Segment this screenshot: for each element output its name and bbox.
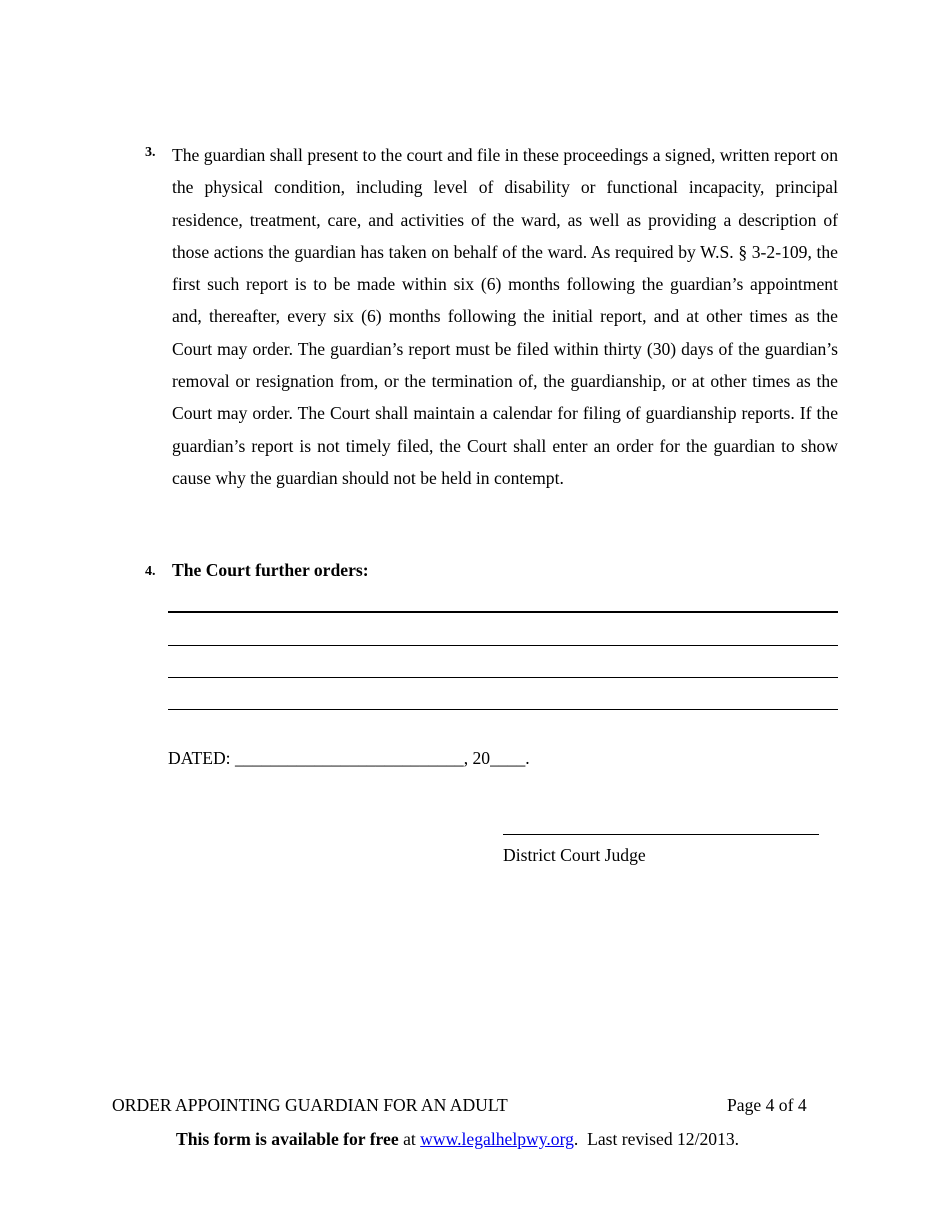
year-blank[interactable]: ____ (490, 748, 526, 768)
judge-signature-label: District Court Judge (503, 845, 646, 865)
item-number-3: 3. (145, 145, 156, 160)
dated-label: DATED: (168, 748, 231, 768)
footer-availability (176, 1129, 739, 1150)
footer-at: at (398, 1129, 421, 1149)
judge-signature-line[interactable] (503, 834, 819, 835)
legalhelpwy-link[interactable]: www.legalhelpwy.org (420, 1129, 574, 1149)
year-prefix: , 20 (463, 748, 491, 768)
item-number-4: 4. (145, 564, 156, 579)
orders-line-3[interactable] (168, 677, 838, 678)
footer-page-number: Page 4 of 4 (727, 1095, 807, 1115)
footer-free-notice: This form is available for free (176, 1129, 399, 1149)
date-blank[interactable]: __________________________ (234, 748, 464, 768)
dated-end: . (525, 748, 530, 768)
footer-revised: . Last revised 12/2013. (573, 1129, 740, 1149)
further-orders-heading: The Court further orders: (172, 560, 369, 580)
footer-form-title: ORDER APPOINTING GUARDIAN FOR AN ADULT (112, 1095, 508, 1115)
paragraph-3-guardian-report: The guardian shall present to the court and file in these proceedings a signed, written report on the physical condition, including level of disability or functional incapacity, principal residence, treatment, care, and activities of the ward, as well as providing a description of those actions the guardian has taken on behalf of the ward. As required by W.S. § 3-2-109, the first such report is to be made within six (6) months following the guardian’s appointment and, thereafter, every six (6) months following the initial report, and at other times as the Court may order. The guardian’s report must be filed within thirty (30) days of the guardian’s removal or resignation from, or the termination of, the guardianship, or at other times as the Court may order. The Court shall maintain a calendar for filing of guardianship reports. If the guardian’s report is not timely filed, the Court shall enter an order for the guardian to show cause why the guardian should not be held in contempt. (172, 145, 838, 488)
dated-line (168, 748, 530, 769)
orders-line-2[interactable] (168, 645, 838, 646)
orders-line-1[interactable] (168, 611, 838, 613)
orders-line-4[interactable] (168, 709, 838, 710)
